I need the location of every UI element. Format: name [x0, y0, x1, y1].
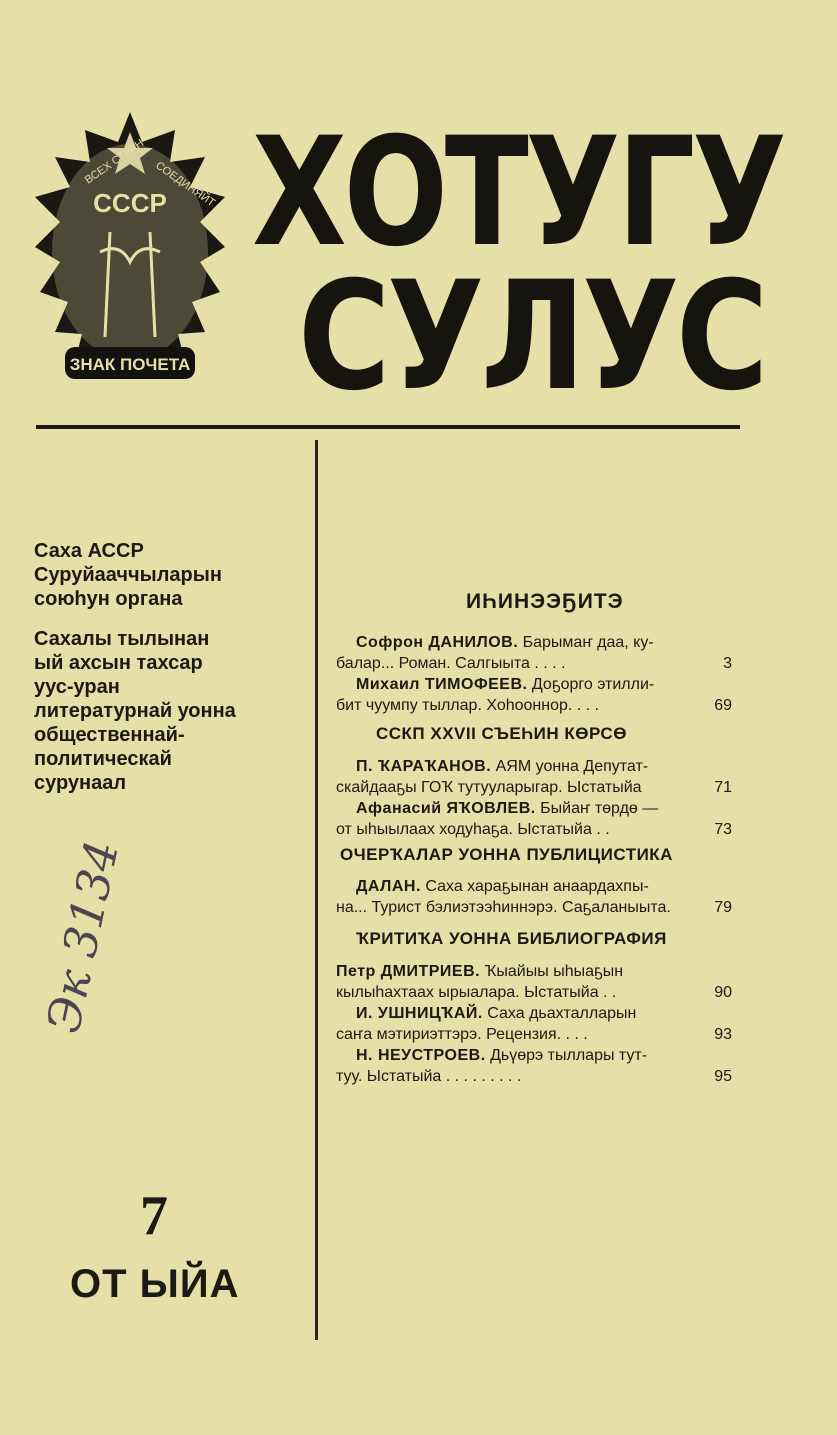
toc-work-text: Быйаҥ төрдө — [535, 800, 659, 817]
toc-page-number: 90 [714, 984, 732, 1001]
toc-entry-line [356, 877, 732, 897]
toc-work-text: балар... Роман. Салгыыта . . . . [336, 655, 566, 672]
toc-entry-text [356, 1046, 647, 1066]
toc-entry-line [356, 675, 732, 695]
toc-entry-text [336, 1067, 521, 1087]
description-line: ый ахсын тахсар [34, 652, 203, 674]
toc-work-text: кылыһахтаах ырыалара. Ыстатыйа . . [336, 984, 617, 1001]
toc-entry-line [336, 778, 732, 798]
toc-entry-line [356, 799, 732, 819]
magazine-title-line1: ХОТУГУ [252, 106, 784, 280]
toc-work-text: скайдааҕы ГОҠ тутууларыгар. Ыстатыйа [336, 779, 642, 796]
toc-entry-line [336, 1067, 732, 1087]
badge-of-honor-emblem [30, 112, 230, 402]
description-line: литературнай уонна [34, 700, 236, 722]
description-line: общественнай- [34, 724, 185, 746]
toc-work-text: на... Турист бэлиэтээһиннэрэ. Саҕаланыыта. [336, 899, 671, 916]
toc-page-number: 3 [723, 655, 732, 672]
toc-page-number: 79 [714, 899, 732, 916]
toc-entry-line [336, 820, 732, 840]
toc-heading: ИҺИНЭЭҔИТЭ [466, 590, 624, 613]
toc-author: Н. НЕУСТРОЕВ. [356, 1047, 486, 1064]
publisher-line: союһун органа [34, 588, 183, 610]
issue-month: ОТ ЫЙА [70, 1262, 240, 1306]
toc-work-text: Барымаҥ даа, ку- [518, 634, 654, 651]
toc-entry-text [336, 696, 599, 716]
toc-entry-text [356, 633, 654, 653]
toc-entry-line [336, 696, 732, 716]
toc-author: Софрон ДАНИЛОВ. [356, 634, 519, 651]
horizontal-divider [36, 425, 740, 429]
toc-author: П. ҠАРАҠАНОВ. [356, 758, 492, 775]
emblem-label: ЗНАК ПОЧЕТА [69, 355, 191, 374]
vertical-divider [315, 440, 318, 1340]
publisher-line: Суруйааччыларын [34, 564, 222, 586]
toc-entry-line [336, 983, 732, 1003]
publisher-line: Саха АССР [34, 540, 144, 562]
journal-description [34, 627, 236, 795]
description-line: политическай [34, 748, 172, 770]
toc-entry-text [336, 820, 610, 840]
toc-page-number: 95 [714, 1068, 732, 1085]
toc-work-text: саҥа мэтириэттэрэ. Рецензия. . . . [336, 1026, 588, 1043]
toc-section-title: ССКП XXVII СЪЕҺИН КӨРСӨ [376, 724, 627, 743]
toc-author: Петр ДМИТРИЕВ. [336, 963, 481, 980]
toc-author: И. УШНИЦҠАЙ. [356, 1005, 483, 1022]
emblem-ussr-text: СССР [93, 188, 167, 218]
description-line: уус-уран [34, 676, 120, 698]
handwritten-stamp-text: Эк 3134 [35, 835, 130, 1038]
toc-author: Михаил ТИМОФЕЕВ. [356, 676, 528, 693]
toc-entry-text [356, 675, 654, 695]
description-line: Сахалы тылынан [34, 628, 210, 650]
toc-work-text: АЯМ уонна Депутат- [491, 758, 649, 775]
toc-work-text: Ҡыайыы ыһыаҕын [480, 963, 624, 980]
toc-entry-line [356, 1004, 732, 1024]
toc-entry-line [336, 898, 732, 918]
toc-entry-text [336, 654, 566, 674]
toc-entry-line [356, 633, 732, 653]
toc-section-title: ҠРИТИҠА УОННА БИБЛИОГРАФИЯ [356, 929, 667, 948]
publisher-info [34, 539, 222, 611]
toc-work-text: от ыһыылаах ходуһаҕа. Ыстатыйа . . [336, 821, 610, 838]
toc-entry-text [356, 1004, 636, 1024]
toc-entry-text [356, 877, 649, 897]
toc-page-number: 71 [714, 779, 732, 796]
toc-work-text: Доҕорго этилли- [527, 676, 655, 693]
toc-entry-line [336, 654, 732, 674]
toc-entry-text [356, 799, 658, 819]
emblem-arc-text-right: СОЕДИНЯЙТ [153, 159, 218, 210]
toc-entry-line [356, 757, 732, 777]
toc-entry-line [336, 1025, 732, 1045]
toc-work-text: туу. Ыстатыйа . . . . . . . . . [336, 1068, 522, 1085]
description-line: сурунаал [34, 772, 127, 794]
toc-entry-line [356, 1046, 732, 1066]
toc-entry-text [336, 962, 623, 982]
toc-entry-text [336, 898, 671, 918]
emblem-arc-text-left: ВСЕХ СТРАН [82, 137, 147, 187]
toc-section-title: ОЧЕРҠАЛАР УОННА ПУБЛИЦИСТИКА [340, 845, 673, 864]
toc-work-text: Саха хараҕынан анаардахпы- [420, 878, 649, 895]
toc-work-text: бит чуумпу тыллар. Хоһооннор. . . . [336, 697, 599, 714]
toc-page-number: 73 [714, 821, 732, 838]
toc-entry-text [336, 778, 642, 798]
toc-page-number: 69 [714, 697, 732, 714]
toc-entry-text [336, 1025, 588, 1045]
handwritten-library-stamp [35, 835, 138, 1040]
toc-work-text: Саха дьахталларын [482, 1005, 637, 1022]
toc-work-text: Дьүөрэ тыллары тут- [485, 1047, 648, 1064]
issue-number: 7 [140, 1185, 168, 1247]
toc-author: Афанасий ЯҠОВЛЕВ. [356, 800, 536, 817]
magazine-title-line2: СУЛУС [298, 250, 766, 424]
toc-entry-text [336, 983, 616, 1003]
toc-page-number: 93 [714, 1026, 732, 1043]
toc-entry-text [356, 757, 648, 777]
toc-entry-line [336, 962, 732, 982]
toc-author: ДАЛАН. [356, 878, 421, 895]
